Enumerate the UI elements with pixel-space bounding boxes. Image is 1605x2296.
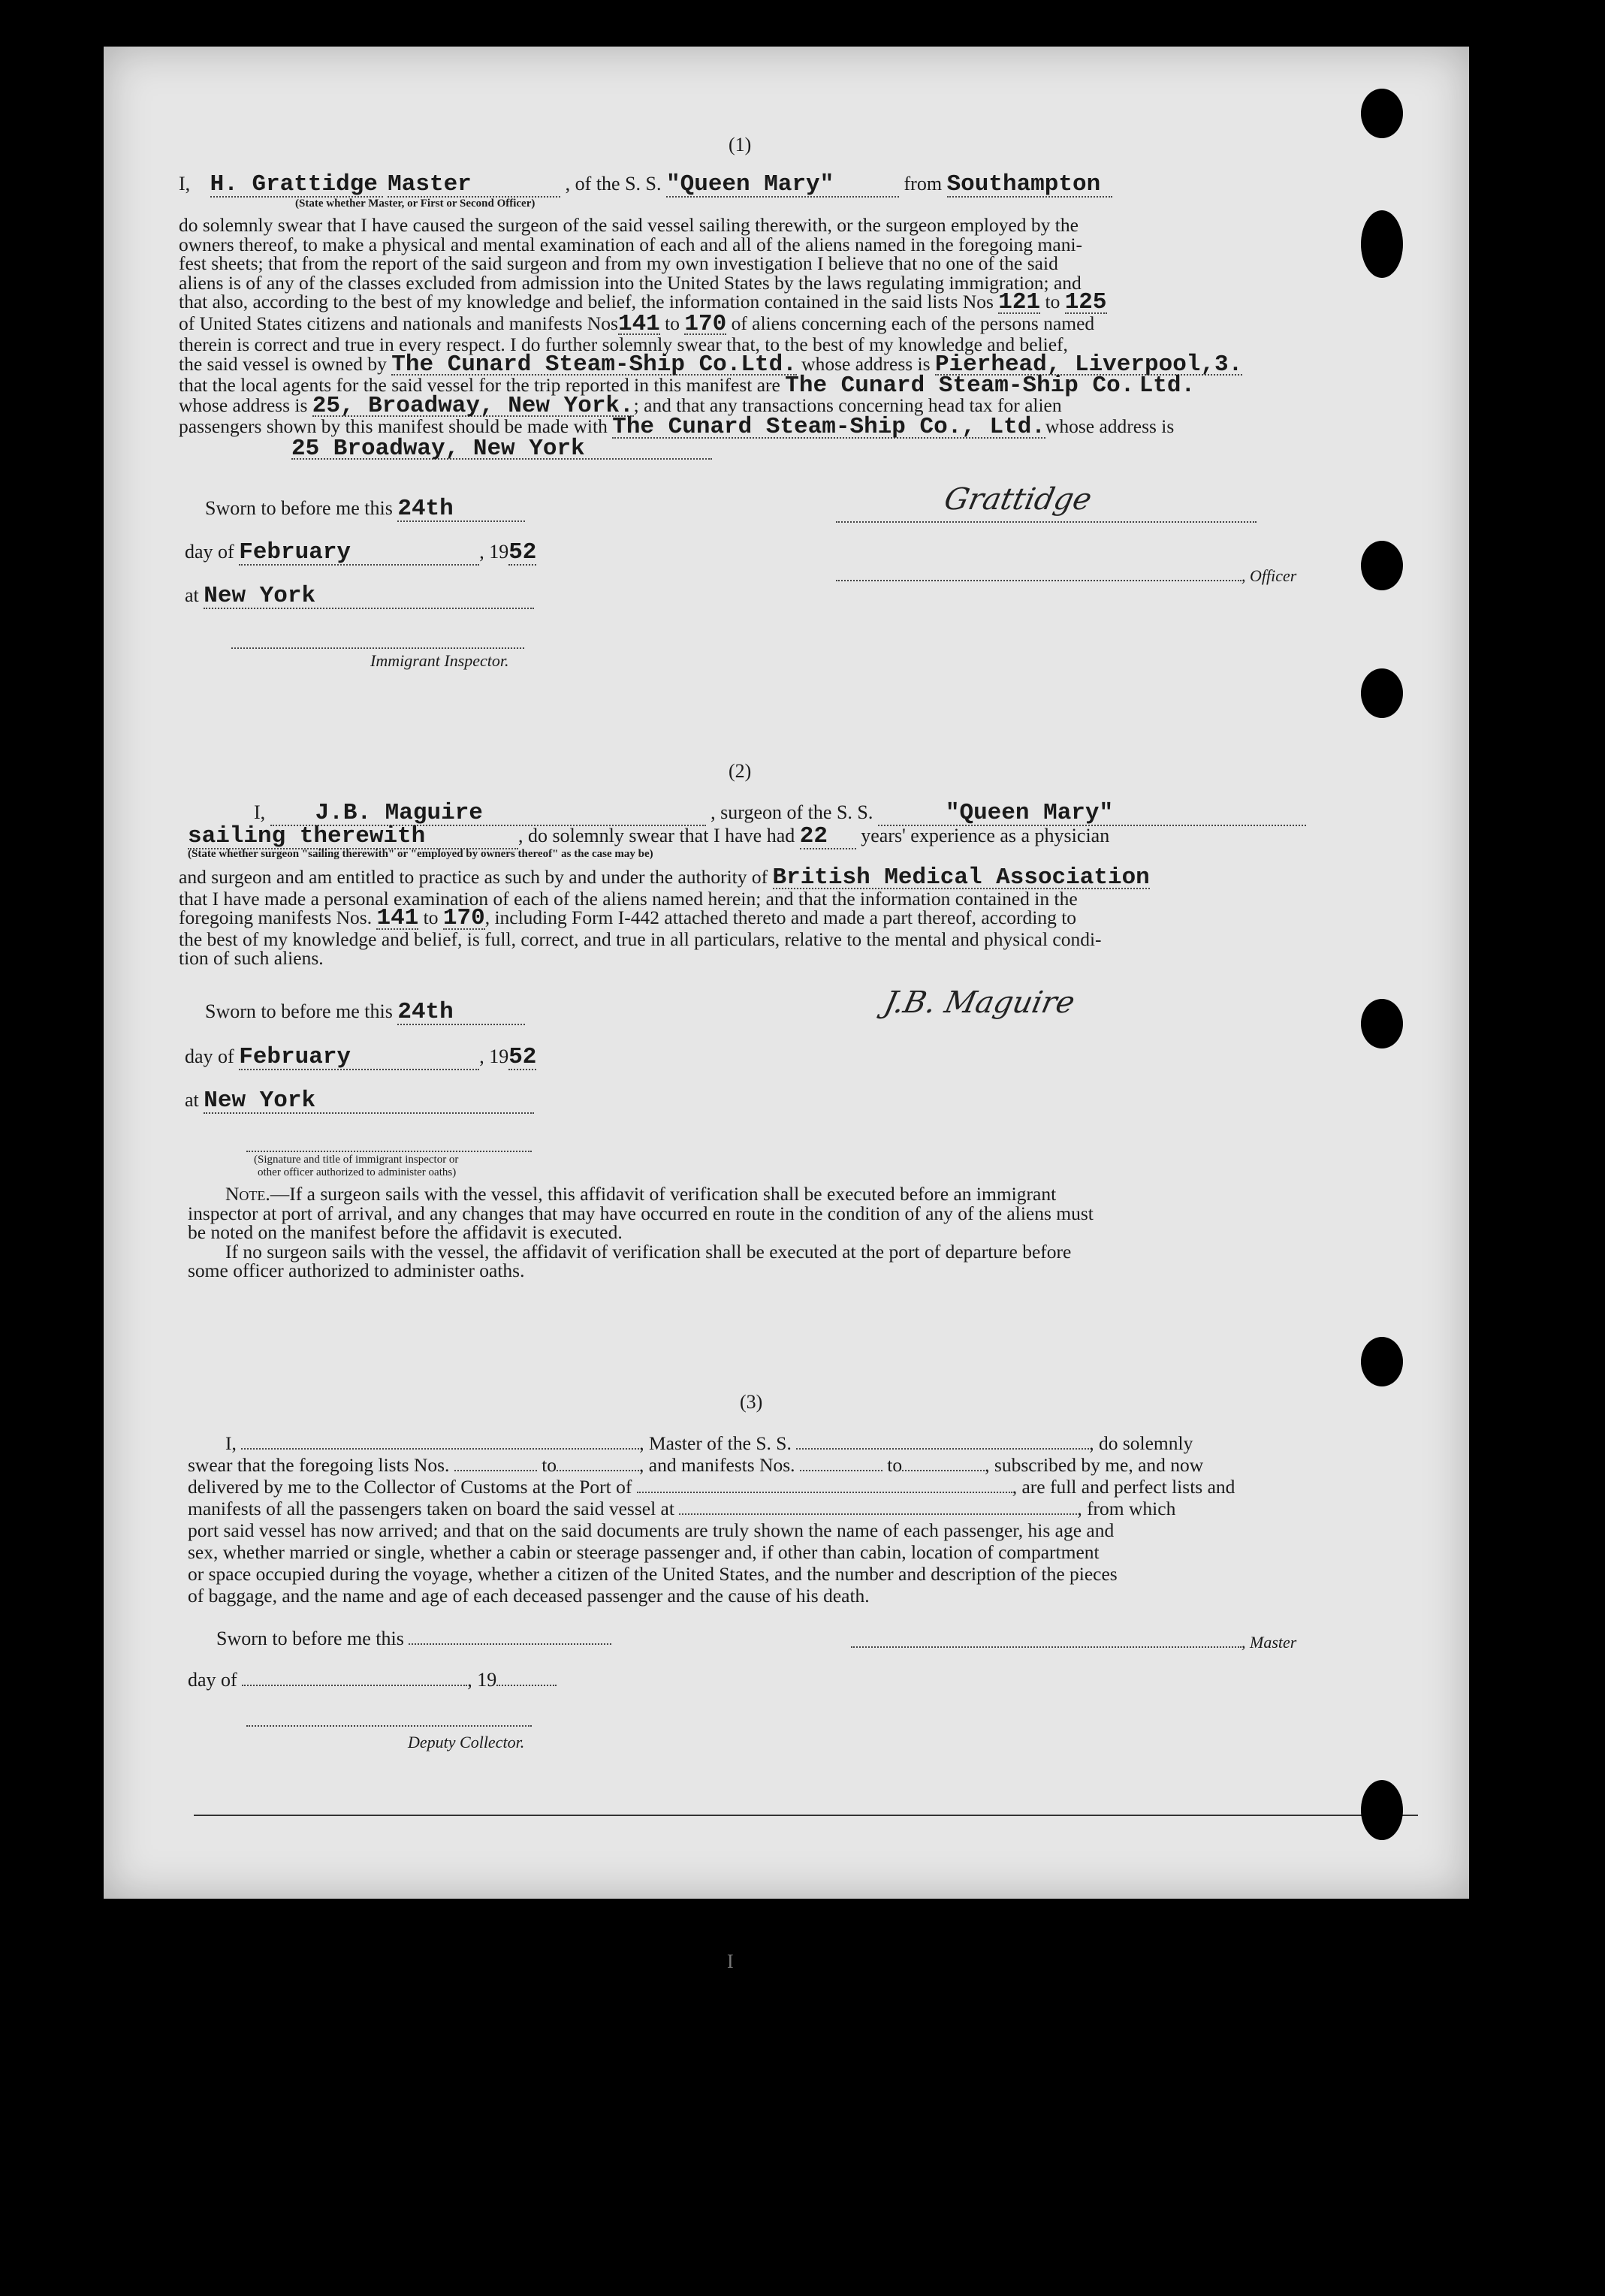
years-experience: 22	[800, 825, 856, 849]
oath-line-1: I, H. Grattidge Master , of the S. S. "Queen Mary" from Southampton	[179, 173, 1112, 198]
signature-note-2: other officer authorized to administer oaths)	[258, 1166, 457, 1178]
manifests-to: 170	[684, 310, 727, 337]
signature-note-1: (Signature and title of immigrant inspector or	[254, 1154, 459, 1166]
sworn-day-1: 24th	[397, 498, 525, 522]
punch-hole	[1361, 89, 1403, 138]
vessel-name: "Queen Mary"	[666, 173, 899, 198]
owner-address: Pierhead, Liverpool,3.	[934, 351, 1243, 378]
surgeon-status: sailing therewith	[188, 825, 518, 849]
surgeon-signature: J.B. Maguire	[881, 985, 1079, 1020]
punch-hole	[1361, 1337, 1403, 1386]
lists-to: 125	[1064, 289, 1107, 315]
sworn-place-1: New York	[204, 585, 534, 609]
sworn-month-1: February	[239, 542, 479, 566]
departure-port: Southampton	[947, 173, 1112, 198]
surgeon-manifests-to: 170	[442, 905, 485, 931]
punch-hole	[1361, 1911, 1403, 1961]
owner: The Cunard Steam-Ship Co.Ltd.	[391, 351, 797, 378]
headtax-agent: The Cunard Steam-Ship Co., Ltd.	[612, 414, 1045, 440]
master-label: , Master	[1241, 1633, 1297, 1652]
surgeon-manifests-from: 141	[376, 905, 419, 931]
section-1-number: (1)	[729, 134, 752, 155]
master-signature: Grattidge	[941, 482, 1095, 517]
manifest-page: (1) I, H. Grattidge Master , of the S. S. "Queen Mary" from Southampton (State whether Master, or First or Second Officer) do solemnly swear that I have caused the surgeon of the said vessel sailing therewith, or the surgeon employed by the owners thereof, to make a physical and mental examination of each and all of the aliens named in the foregoing mani- fest sheets; that from the report of the said surgeon and from my own investigation I believe that no one of the said aliens is of any of the classes excluded from admission into the United States by the laws regulating immigration; and that also, according to the best of my knowledge and belief, the information contained in the said lists Nos 121 to 125 of United States citizens and nationals and manifests Nos141 to 170 of aliens concerning each of the persons named therein is correct and true in every respect. I do further solemnly swear that, to the best of my knowledge and belief, the said vessel is owned by The Cunard Steam-Ship Co.Ltd. whose address is Pierhead, Liverpool,3. that the local agents for the said vessel for the trip reported in this manifest are The Cunard Steam-Ship Co. Ltd. whose address is 25, Broadway, New York.; and that any transactions concerning head tax for alien passengers shown by this manifest should be made with The Cunard Steam-Ship Co., Ltd.whose address is 25 Broadway, New York Sworn to before me this 24th day of February , 1952 at New York Immigrant Inspector. Grattidge , Officer (2) I, J.B. Maguire , surgeon of the S. S. "Queen Mary" sailing therewith , do solemnly swear that I have had 22 years' experience as a physician (State whether surgeon "sailing therewith" or "employed by owners thereof" as the case may be) and surgeon and am entitled to practice as such by and under the authority of British Medical Association that I have made a personal examination of each of the aliens named herein; and that the information contained in the foregoing manifests Nos. 141 to 170, including Form I-442 attached thereto and made a part thereof, according to the best of my knowledge and belief, is full, correct, and true in all particulars, relative to the mental and physical condi- tion of such aliens. Sworn to before me this 24th day of February , 1952 at New York (Signature and title of immigrant inspector or other officer authorized to administer oaths) J.B. Maguire Note.—If a surgeon sails with the vessel, this affidavit of verification shall be executed before an immigrant inspector at port of arrival, and any changes that may have occurred en route in the condition of any of the aliens must be noted on the manifest before the affidavit is executed. If no surgeon sails with the vessel, the affidavit of verification shall be executed at the port of departure before some officer authorized to administer oaths. (3) I, , Master of the S. S. , do solemnly swear that the foregoing lists Nos. to , and manifests Nos. to , subscribed by me, and now delivered by me to the Collector of Customs at the Port of , are full and perfect lists and manifests of all the passengers taken on board the said vessel at , from which port said vessel has now arrived; and that on the said documents are truly shown the name of each passenger, his age and sex, whether married or single, whether a cabin or steerage passenger and, if other than cabin, location of compartment or space occupied during the voyage, whether a citizen of the United States, and the number and description of the pieces of baggage, and the name and age of each deceased passenger and the cause of his death. Sworn to before me this , Master day of , 19 Deputy Collector. I	[104, 47, 1469, 1899]
page-marker: I	[727, 1951, 734, 1972]
punch-hole	[1361, 210, 1403, 278]
master-role: Master	[388, 173, 560, 198]
master-name: H. Grattidge	[210, 173, 383, 198]
punch-hole	[1361, 999, 1403, 1048]
sworn-day-2: 24th	[397, 1001, 525, 1025]
sworn-year-2: 52	[508, 1044, 537, 1070]
sworn-place-2: New York	[204, 1090, 534, 1114]
agents: The Cunard Steam-Ship Co.	[785, 373, 1135, 399]
deputy-collector-label: Deputy Collector.	[408, 1733, 525, 1751]
surgeon-line-1: I, J.B. Maguire , surgeon of the S. S. "Queen Mary"	[254, 801, 1306, 826]
bottom-rule	[194, 1815, 1418, 1816]
section-3-number: (3)	[740, 1391, 763, 1413]
role-note: (State whether Master, or First or Second Officer)	[295, 198, 536, 210]
customs-oath: I, , Master of the S. S. , do solemnly swear that the foregoing lists Nos. to , and manifests Nos. to , subscribed by me, and now delivered by me to the Collector of Customs at the Port of , are full and perfect lists and manifests of all the passengers taken on board the said vessel at , from which port said vessel has now arrived; and that on the said documents are truly shown the name of each passenger, his age and sex, whether married or single, whether a cabin or steerage passenger and, if other than cabin, location of compartment or space occupied during the voyage, whether a citizen of the United States, and the number and description of the pieces of baggage, and the name and age of each deceased passenger and the cause of his death.	[188, 1432, 1235, 1607]
headtax-address: 25 Broadway, New York	[291, 439, 712, 460]
surgeon-vessel: "Queen Mary"	[878, 802, 1306, 826]
status-note: (State whether surgeon "sailing therewith" or "employed by owners thereof" as the case may be)	[188, 848, 653, 860]
lists-from: 121	[998, 289, 1041, 315]
manifests-from: 141	[617, 310, 660, 337]
oath-body: do solemnly swear that I have caused the surgeon of the said vessel sailing therewith, or the surgeon employed by the owners thereof, to make a physical and mental examination of each and all of the aliens named in the foregoing mani- fest sheets; that from the report of the said surgeon and from my own investigation I believe that no one of the said aliens is of any of the classes excluded from admission into the United States by the laws regulating immigration; and that also, according to the best of my knowledge and belief, the information contained in the said lists Nos 121 to 125 of United States citizens and nationals and manifests Nos141 to 170 of aliens concerning each of the persons named therein is correct and true in every respect. I do further solemnly swear that, to the best of my knowledge and belief, the said vessel is owned by The Cunard Steam-Ship Co.Ltd. whose address is Pierhead, Liverpool,3. that the local agents for the said vessel for the trip reported in this manifest are The Cunard Steam-Ship Co. Ltd. whose address is 25, Broadway, New York.; and that any transactions concerning head tax for alien passengers shown by this manifest should be made with The Cunard Steam-Ship Co., Ltd.whose address is 25 Broadway, New York	[179, 214, 1243, 462]
surgeon-name: J.B. Maguire	[270, 802, 706, 826]
sworn-month-2: February	[239, 1046, 479, 1070]
note-block: Note.—If a surgeon sails with the vessel, this affidavit of verification shall be executed before an immigrant inspector at port of arrival, and any changes that may have occurred en route in the condition of any of the aliens must be noted on the manifest before the affidavit is executed. If no surgeon sails with the vessel, the affidavit of verification shall be executed at the port of departure before some officer authorized to administer oaths.	[188, 1183, 1094, 1281]
punch-hole	[1361, 541, 1403, 590]
section-2-number: (2)	[729, 760, 752, 782]
punch-hole	[1361, 1780, 1403, 1840]
officer-label: , Officer	[1241, 566, 1297, 585]
sworn-year-1: 52	[508, 539, 537, 566]
inspector-label: Immigrant Inspector.	[370, 651, 509, 670]
agents-address: 25, Broadway, New York.	[312, 392, 634, 419]
medical-authority: British Medical Association	[772, 864, 1150, 891]
surgeon-body: and surgeon and am entitled to practice as such by and under the authority of British Medical Association that I have made a personal examination of each of the aliens named herein; and that the information contained in the foregoing manifests Nos. 141 to 170, including Form I-442 attached thereto and made a part thereof, according to the best of my knowledge and belief, is full, correct, and true in all particulars, relative to the mental and physical condi- tion of such aliens.	[179, 864, 1150, 969]
punch-hole	[1361, 668, 1403, 718]
